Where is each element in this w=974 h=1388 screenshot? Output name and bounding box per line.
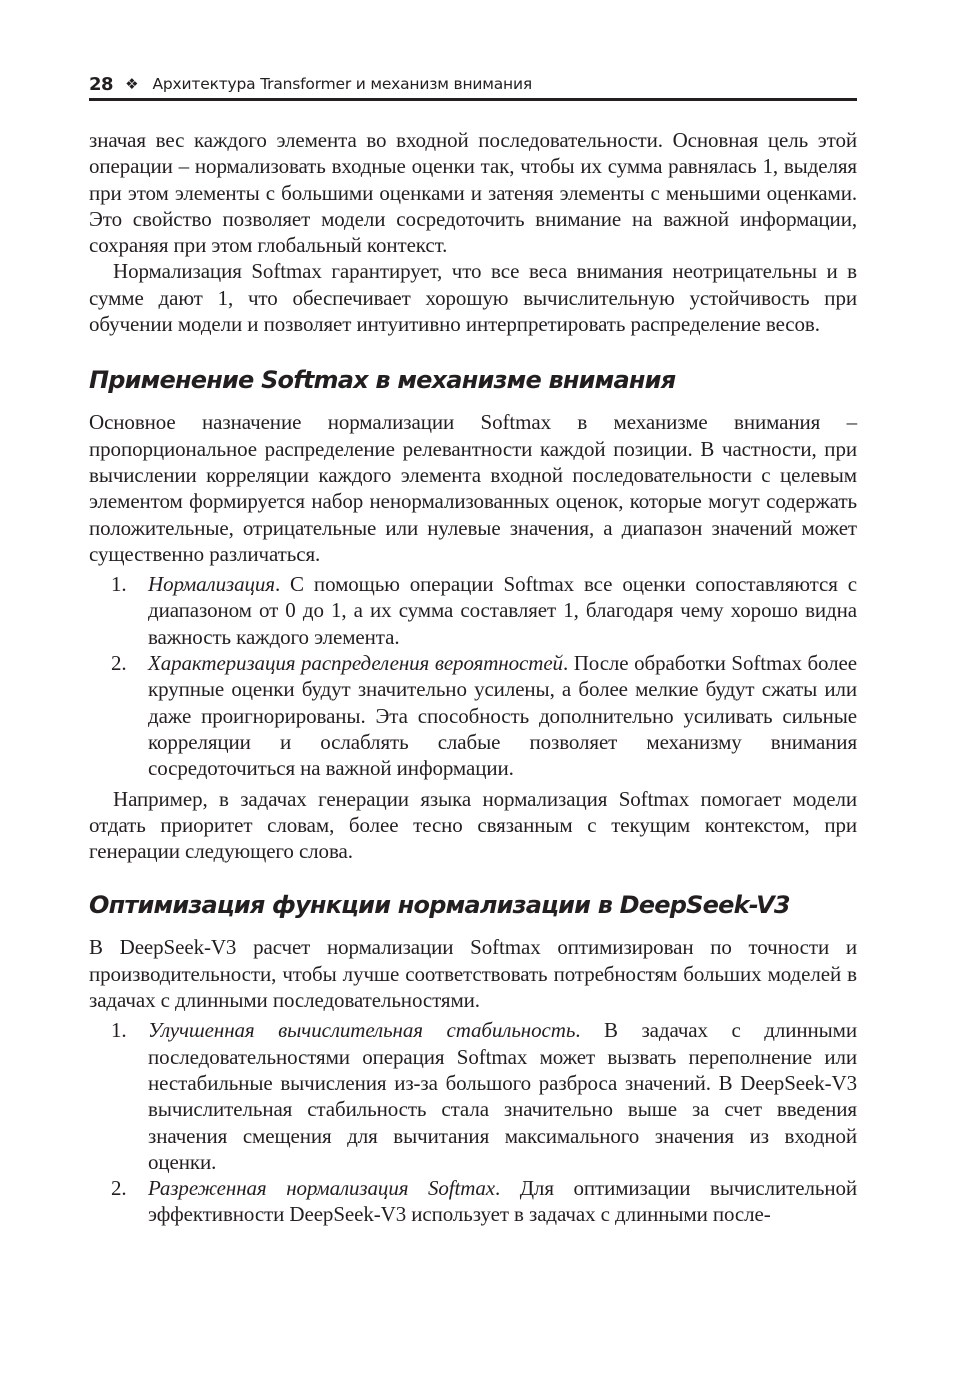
section-2-list — [89, 1017, 857, 1227]
list-item — [89, 1017, 857, 1175]
section-1-intro: Основное назначение нормализации Softmax в механизме внимания – пропорциональное распределение релевантности каждой позиции. В частности, при вычислении корреляции каждого элемента входной последовательности с целевым элементом формируется набор ненормализованных оценок, которые могут содержать положительные, отрицательные или нулевые значения, а диапазон значений может существенно различаться. — [89, 410, 857, 566]
list-text: . После обработки Softmax более крупные оценки будут значительно усилены, а более мелкие будут сжаты или даже проигнорированы. Эта способность дополнительно усиливать сильные корреляции и ослаблять слабые позволяет механизму внимания сосредоточиться на важной информации. — [148, 651, 857, 781]
list-item — [89, 571, 857, 650]
paragraph-softmax-guarantee: Нормализация Softmax гарантирует, что все веса внимания неотрицательны и в сумме дают 1, что обеспечивает хорошую вычислительную устойчивость при обучении модели и позволяет интуитивно интерпретировать распределение весов. — [89, 259, 857, 337]
section-1-list — [89, 571, 857, 781]
list-term: Улучшенная вычислительная стабильность — [148, 1018, 576, 1043]
list-text: . В задачах с длинными последовательностями операция Softmax может вызвать переполнение или нестабильные вычисления из-за большого разброса значений. В DeepSeek-V3 вычислительная стабильность стала значительно выше за счет введения значения смещения для вычитания максимального значения из входной оценки. — [148, 1018, 857, 1174]
list-term: Характеризация распределения вероятностей — [148, 651, 563, 676]
chapter-title: Архитектура Transformer и механизм внимания — [152, 75, 532, 93]
page-body — [89, 127, 857, 1232]
list-number: 1. — [111, 572, 127, 597]
section-heading-softmax-attention: Применение Softmax в механизме внимания — [89, 366, 676, 395]
list-term: Нормализация — [148, 572, 275, 597]
list-text: . Для оптимизации вычислительной эффективности DeepSeek-V3 использует в задачах с длинными после- — [148, 1176, 857, 1227]
list-text: . С помощью операции Softmax все оценки сопоставляются с диапазоном от 0 до 1, а их сумма составляет 1, благодаря чему хорошо видна важность каждого элемента. — [148, 572, 857, 649]
list-number: 1. — [111, 1018, 127, 1043]
section-heading-deepseek-optimization: Оптимизация функции нормализации в DeepSeek-V3 — [89, 891, 790, 920]
list-term: Разреженная нормализация Softmax — [148, 1176, 495, 1201]
list-item — [89, 1175, 857, 1228]
page-number: 28 — [89, 73, 114, 95]
list-number: 2. — [111, 1176, 127, 1201]
running-header — [89, 70, 857, 101]
ornament-icon: ❖ — [125, 75, 139, 93]
paragraph-continued: значая вес каждого элемента во входной последовательности. Основная цель этой операции – нормализовать входные оценки так, чтобы их сумма равнялась 1, выделяя при этом элементы с большими оценками и затеняя элементы с меньшими оценками. Это свойство позволяет модели сосредоточить внимание на важной информации, сохраняя при этом глобальный контекст. — [89, 128, 857, 258]
list-item — [89, 650, 857, 781]
section-2-intro: В DeepSeek-V3 расчет нормализации Softmax оптимизирован по точности и производительности, чтобы лучше соответствовать потребностям больших моделей в задачах с длинными последовательностями. — [89, 935, 857, 1013]
list-number: 2. — [111, 651, 127, 676]
section-1-outro: Например, в задачах генерации языка нормализация Softmax помогает модели отдать приоритет словам, более тесно связанным с текущим контекстом, при генерации следующего слова. — [89, 786, 857, 864]
